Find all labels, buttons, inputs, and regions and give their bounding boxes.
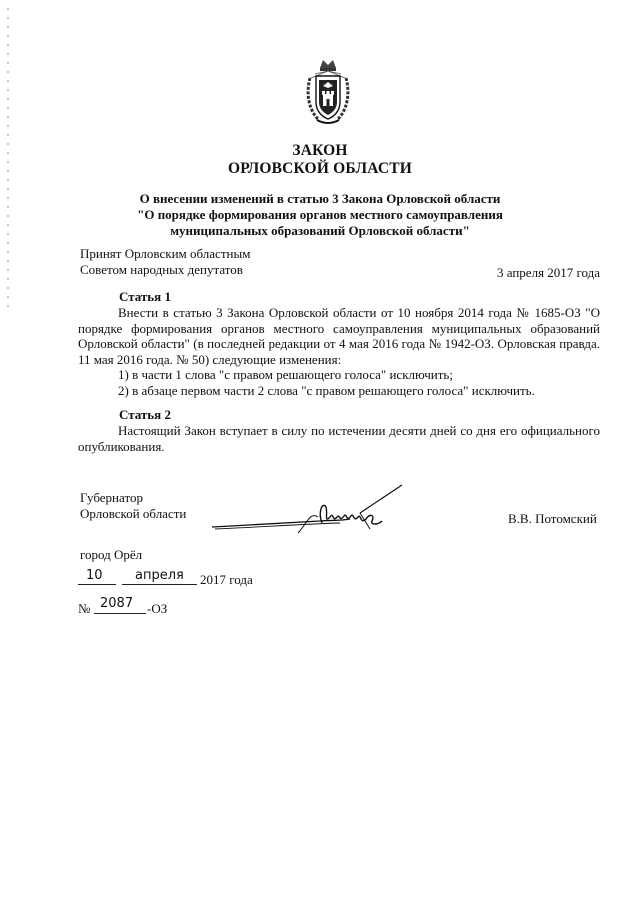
article-2-body xyxy=(78,423,600,454)
article-1-item-2: 2) в абзаце первом части 2 слова "с правом решающего голоса" исключить. xyxy=(118,382,535,398)
article-2-text: Настоящий Закон вступает в силу по истечении десяти дней со дня его официального опубликования. xyxy=(78,423,600,454)
adoption-date: 3 апреля 2017 года xyxy=(497,265,601,280)
law-subtitle-line-3: муниципальных образований Орловской области" xyxy=(170,223,470,238)
adoption-body-line-2: Советом народных депутатов xyxy=(80,262,243,277)
signatory-position-line-1: Губернатор xyxy=(80,490,143,505)
coat-of-arms-emblem xyxy=(305,56,351,128)
signing-year: 2017 года xyxy=(200,572,253,587)
day-underline xyxy=(78,584,116,585)
signing-day: 10 xyxy=(86,568,103,583)
article-1-text: Внести в статью 3 Закона Орловской области от 10 ноября 2014 года № 1685-ОЗ "О порядке формирования органов местного самоуправления муниципальных образований Орловской области" (в последней редакции от 4 мая 2016 года № 1942-ОЗ. Орловская правда. 11 мая 2016 года. № 50) следующие изменения: xyxy=(78,305,600,367)
article-1-heading: Статья 1 xyxy=(119,289,171,304)
article-1-body xyxy=(78,305,600,398)
law-number-suffix: -ОЗ xyxy=(147,601,168,616)
law-title: ЗАКОН xyxy=(292,142,348,159)
month-underline xyxy=(122,584,197,585)
law-subtitle-line-1: О внесении изменений в статью 3 Закона Орловской области xyxy=(139,191,501,206)
handwritten-signature xyxy=(210,483,410,543)
region-title: ОРЛОВСКОЙ ОБЛАСТИ xyxy=(227,160,413,177)
adoption-body-line-1: Принят Орловским областным xyxy=(80,246,251,261)
number-underline xyxy=(94,613,146,614)
article-1-item-1: 1) в части 1 слова "с правом решающего голоса" исключить; xyxy=(118,367,453,382)
law-number: 2087 xyxy=(100,596,134,611)
signatory-name: В.В. Потомский xyxy=(508,511,597,526)
signatory-position-line-2: Орловской области xyxy=(80,506,187,521)
signing-month: апреля xyxy=(135,568,184,583)
article-2-heading: Статья 2 xyxy=(119,407,171,422)
law-number-prefix: № xyxy=(78,601,91,616)
law-subtitle-line-2: "О порядке формирования органов местного самоуправления xyxy=(137,207,503,222)
city-name: город Орёл xyxy=(80,547,143,562)
